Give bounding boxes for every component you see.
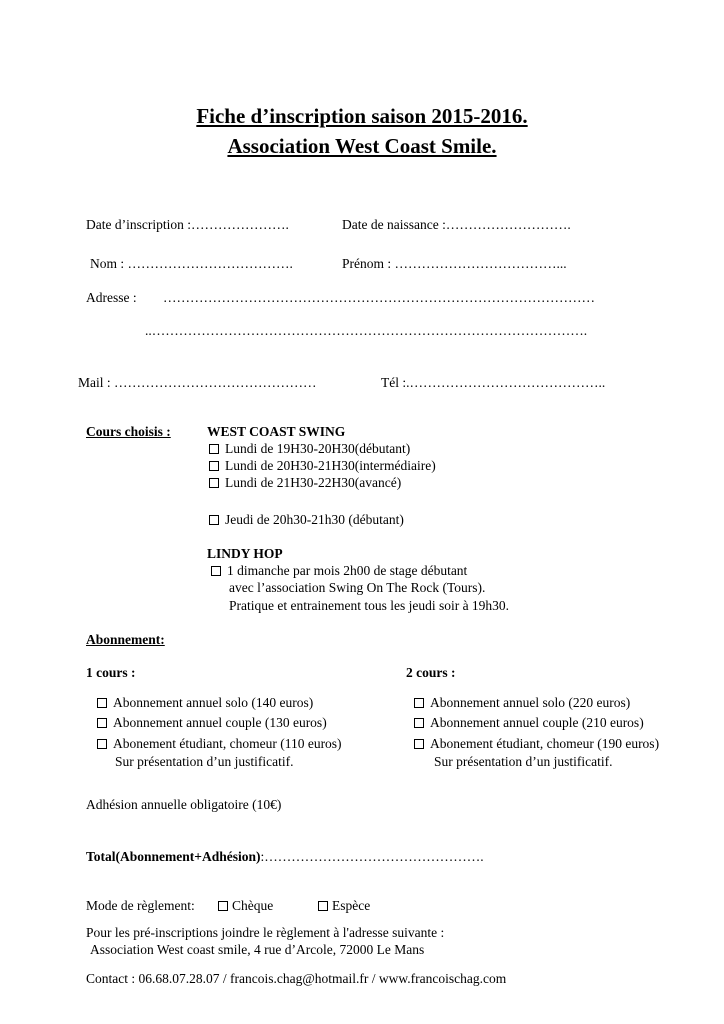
two-courses-heading: 2 cours :: [406, 665, 456, 680]
payment-option-espece[interactable]: Espèce: [318, 898, 370, 914]
date-inscription-field[interactable]: Date d’inscription :………………….: [86, 217, 289, 232]
form-title: Fiche d’inscription saison 2015-2016.: [196, 104, 528, 128]
total-label: Total(Abonnement+Adhésion): [86, 849, 261, 864]
wcs-option-4[interactable]: Jeudi de 20h30-21h30 (débutant): [209, 512, 404, 528]
abonnement-label: Abonnement:: [86, 632, 165, 647]
checkbox[interactable]: [414, 698, 424, 708]
checkbox[interactable]: [209, 461, 219, 471]
prenom-field[interactable]: Prénom : ………………………………...: [342, 256, 567, 271]
adhesion-text: Adhésion annuelle obligatoire (10€): [86, 797, 282, 812]
one-course-option-1[interactable]: Abonnement annuel solo (140 euros): [97, 695, 313, 711]
nom-field[interactable]: Nom : ……………………………….: [90, 256, 293, 271]
adresse-line-1[interactable]: ……………………………………………………………………………………: [163, 290, 595, 305]
one-course-option-2[interactable]: Abonnement annuel couple (130 euros): [97, 715, 327, 731]
checkbox[interactable]: [211, 566, 221, 576]
tel-field[interactable]: Tél :.……………………………………..: [381, 375, 606, 390]
checkbox[interactable]: [97, 718, 107, 728]
association-title: Association West Coast Smile.: [227, 134, 497, 158]
wcs-option-1[interactable]: Lundi de 19H30-20H30(débutant): [209, 441, 410, 457]
reglement-label: Mode de règlement:: [86, 898, 195, 913]
mail-field[interactable]: Mail : ………………………………………: [78, 375, 317, 390]
checkbox[interactable]: [209, 515, 219, 525]
one-course-note: Sur présentation d’un justificatif.: [115, 754, 294, 769]
total-dots: :………………………………………….: [260, 849, 484, 864]
lindy-line-2: avec l’association Swing On The Rock (Tours).: [229, 580, 486, 595]
wcs-heading: WEST COAST SWING: [207, 424, 346, 439]
lindy-option[interactable]: 1 dimanche par mois 2h00 de stage débutant: [211, 563, 467, 579]
payment-option-cheque[interactable]: Chèque: [218, 898, 273, 914]
one-course-option-3[interactable]: Abonement étudiant, chomeur (110 euros): [97, 736, 342, 752]
cours-label: Cours choisis :: [86, 424, 171, 439]
checkbox[interactable]: [218, 901, 228, 911]
checkbox[interactable]: [318, 901, 328, 911]
total-field[interactable]: [86, 849, 484, 865]
lindy-line-3: Pratique et entrainement tous les jeudi soir à 19h30.: [229, 598, 510, 613]
preinscription-address: Association West coast smile, 4 rue d’Arcole, 72000 Le Mans: [90, 942, 425, 957]
two-courses-option-2[interactable]: Abonnement annuel couple (210 euros): [414, 715, 644, 731]
one-course-heading: 1 cours :: [86, 665, 136, 680]
checkbox[interactable]: [414, 739, 424, 749]
two-courses-note: Sur présentation d’un justificatif.: [434, 754, 613, 769]
contact-line: Contact : 06.68.07.28.07 / francois.chag@hotmail.fr / www.francoischag.com: [86, 971, 507, 986]
two-courses-option-3[interactable]: Abonement étudiant, chomeur (190 euros): [414, 736, 659, 752]
preinscription-line-1: Pour les pré-inscriptions joindre le règlement à l'adresse suivante :: [86, 925, 445, 940]
checkbox[interactable]: [97, 739, 107, 749]
adresse-label: Adresse :: [86, 290, 137, 305]
two-courses-option-1[interactable]: Abonnement annuel solo (220 euros): [414, 695, 630, 711]
adresse-line-2[interactable]: ..…………………………………………………………………………………….: [145, 323, 588, 338]
wcs-option-3[interactable]: Lundi de 21H30-22H30(avancé): [209, 475, 401, 491]
checkbox[interactable]: [414, 718, 424, 728]
checkbox[interactable]: [209, 444, 219, 454]
date-naissance-field[interactable]: Date de naissance :……………………….: [342, 217, 571, 232]
checkbox[interactable]: [97, 698, 107, 708]
lindy-heading: LINDY HOP: [207, 546, 283, 561]
wcs-option-2[interactable]: Lundi de 20H30-21H30(intermédiaire): [209, 458, 436, 474]
checkbox[interactable]: [209, 478, 219, 488]
